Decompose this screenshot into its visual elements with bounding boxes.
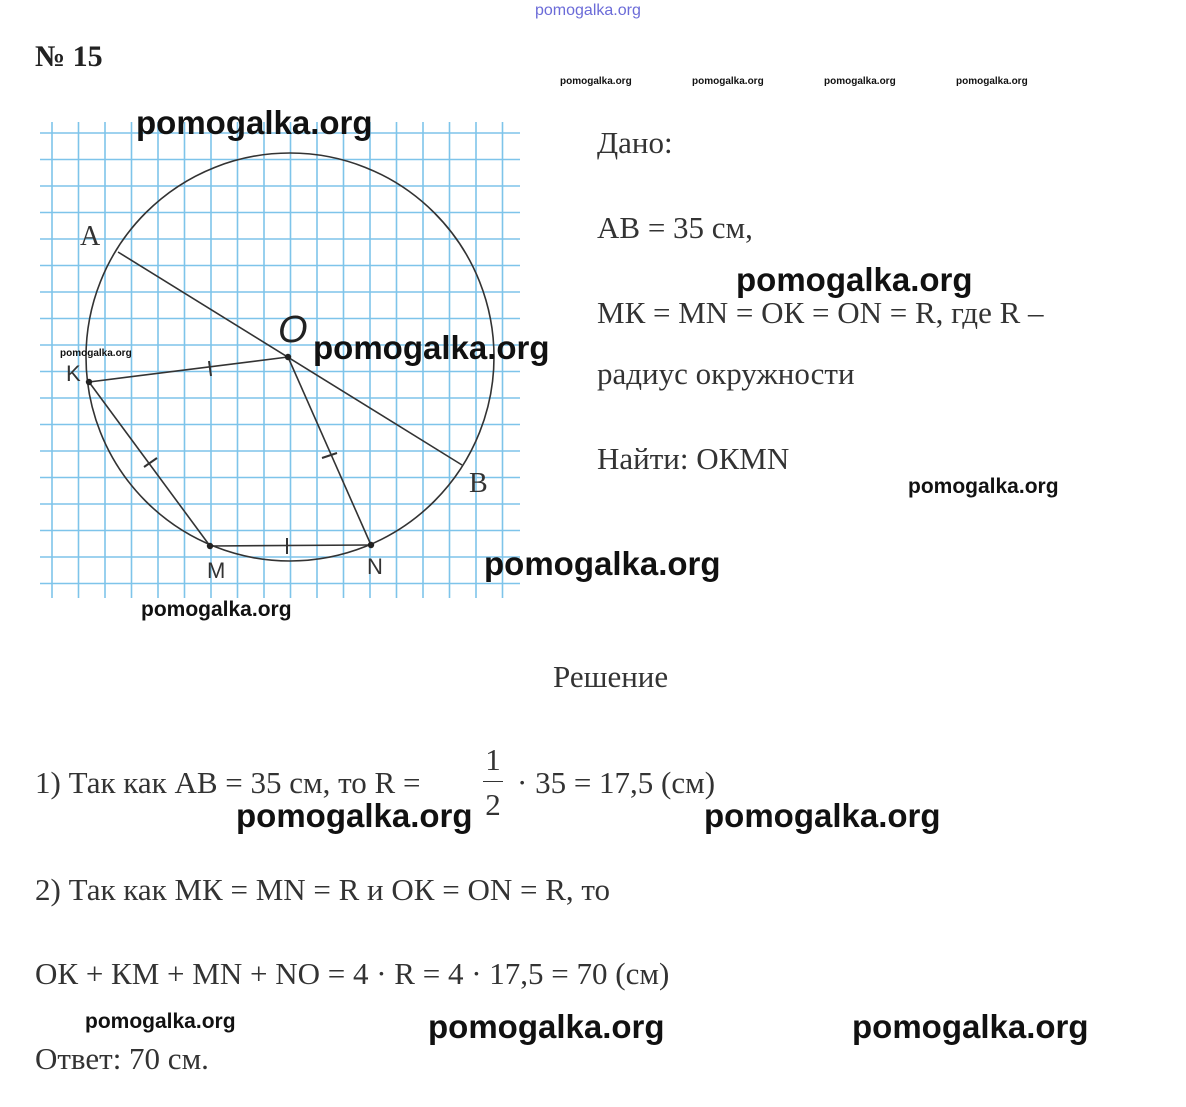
label-o: O — [278, 309, 308, 351]
point-k — [86, 379, 92, 385]
fraction-numerator: 1 — [485, 742, 501, 777]
given-equalities: МК = MN = ОК = ON = R, где R – — [597, 295, 1044, 330]
given-watermark-small: pomogalka.org — [908, 475, 1059, 498]
fraction-denominator: 2 — [485, 787, 501, 822]
header-watermark: pomogalka.org — [560, 76, 632, 87]
given-watermark: pomogalka.org — [736, 261, 973, 298]
label-k: K — [66, 361, 81, 386]
header-watermark: pomogalka.org — [692, 76, 764, 87]
figure-watermark-left: pomogalka.org — [60, 348, 132, 359]
answer-text: Ответ: 70 см. — [35, 1041, 209, 1076]
tick-on — [322, 453, 337, 458]
given-radius: радиус окружности — [597, 356, 855, 391]
problem-number: № 15 — [35, 40, 103, 73]
step1-result: · 35 = 17,5 (см) — [517, 765, 716, 800]
step3-text: ОК + КМ + MN + NO = 4 · R = 4 · 17,5 = 70 (см) — [35, 956, 670, 991]
fraction-bar — [483, 781, 503, 782]
given-ab: AB = 35 см, — [597, 210, 753, 245]
point-m — [207, 543, 213, 549]
given-title: Дано: — [597, 125, 673, 160]
header-watermark: pomogalka.org — [956, 76, 1028, 87]
given-watermark-below: pomogalka.org — [484, 545, 721, 582]
figure-watermark-bottom: pomogalka.org — [141, 598, 292, 621]
step1-watermark-right: pomogalka.org — [704, 797, 941, 834]
solution-title: Решение — [553, 659, 669, 694]
footer-watermark-right: pomogalka.org — [852, 1008, 1089, 1045]
segment-ok — [89, 357, 288, 382]
label-b: B — [469, 468, 488, 499]
label-a: A — [80, 221, 101, 252]
find-text: Найти: ОКMN — [597, 441, 790, 476]
figure-watermark-center: pomogalka.org — [313, 329, 550, 366]
footer-watermark-center: pomogalka.org — [428, 1008, 665, 1045]
figure-watermark-top: pomogalka.org — [136, 104, 373, 141]
top-watermark: pomogalka.org — [535, 2, 641, 19]
label-n: N — [367, 554, 383, 579]
point-o — [285, 354, 291, 360]
step2-text: 2) Так как МК = MN = R и ОК = ON = R, то — [35, 872, 611, 907]
footer-watermark-left: pomogalka.org — [85, 1010, 236, 1033]
step1-text: 1) Так как AB = 35 см, то R = — [35, 765, 421, 800]
step1-watermark-left: pomogalka.org — [236, 797, 473, 834]
header-watermark: pomogalka.org — [824, 76, 896, 87]
segment-mn — [210, 545, 371, 546]
label-m: M — [207, 558, 226, 583]
point-n — [368, 542, 374, 548]
